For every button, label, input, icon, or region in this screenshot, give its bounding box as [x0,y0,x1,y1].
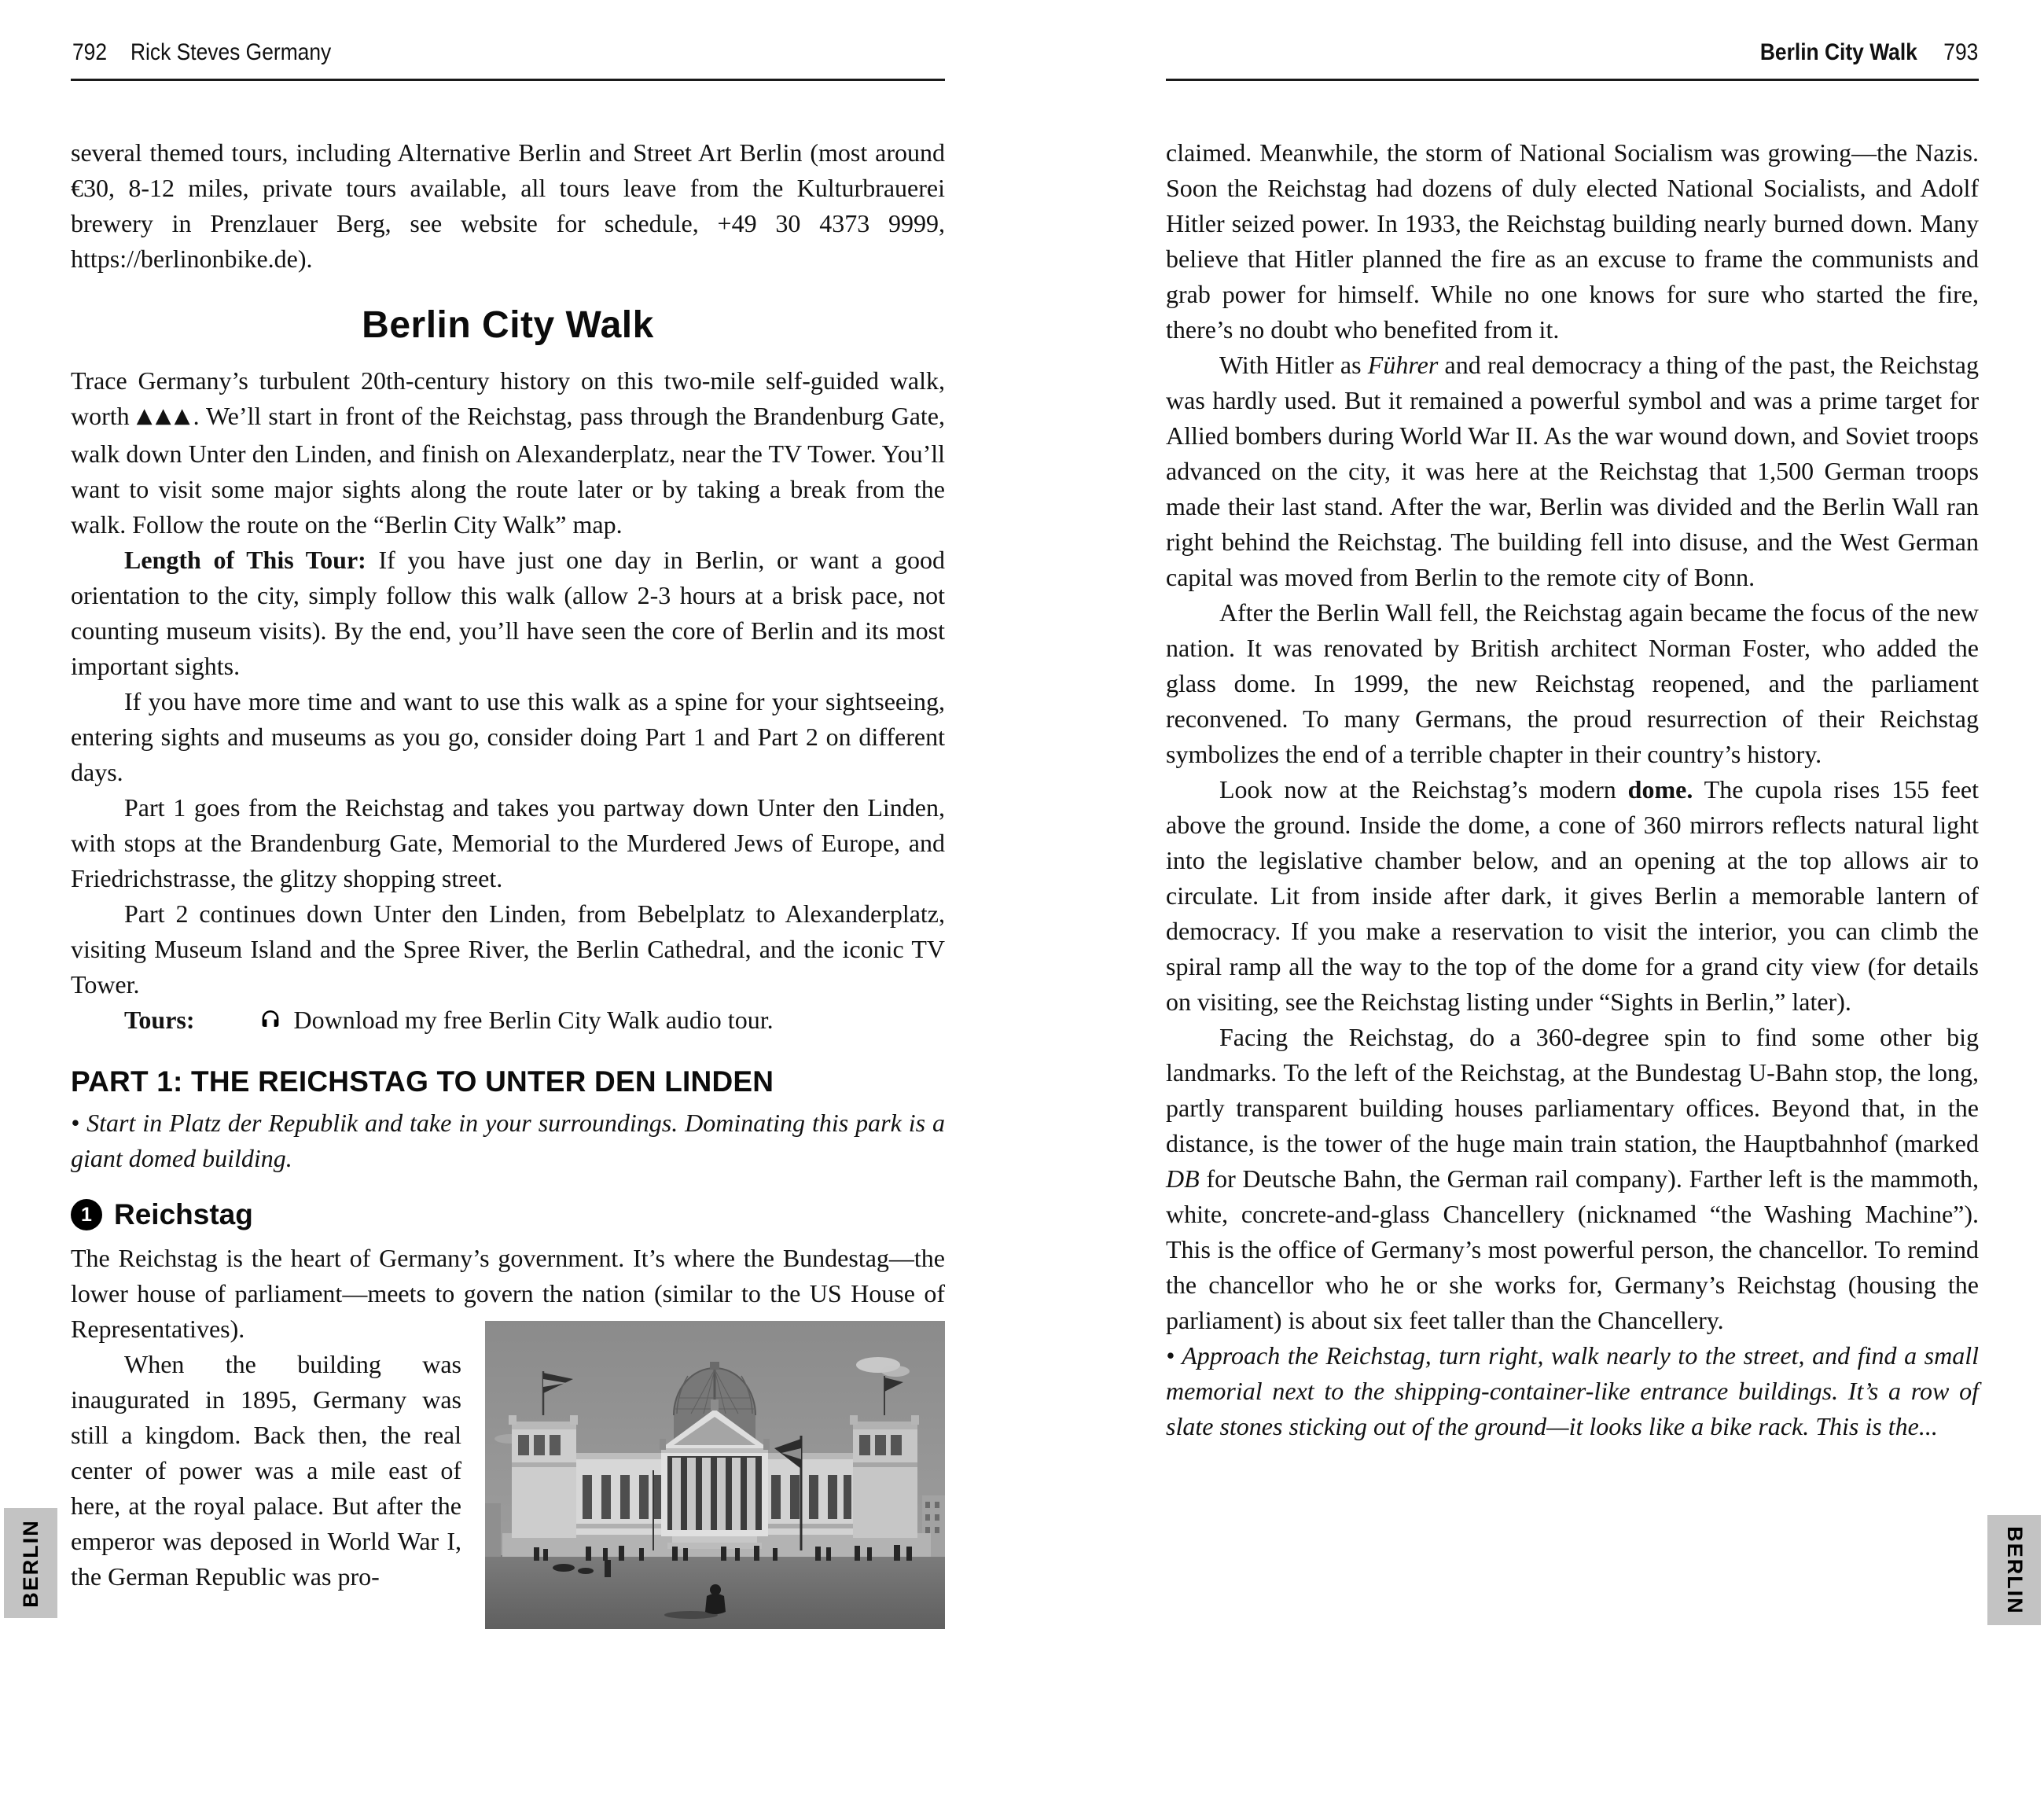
berlin-tab-label-right: BERLIN [2002,1525,2027,1615]
hitler-fuhrer-paragraph: With Hitler as Führer and real democracy a thing of the past, the Reichstag was hardly used. But it remained a powerful symbol and was a prime target for Allied bombers during World War II. As the war wound down, and Soviet troops advanced on the city, it was here at the Reichstag that 1,500 German troops made their last stand. After the war, Berlin was divided and the Berlin Wall ran right behind the Reichstag. The building fell into disuse, and the West German capital was moved from Berlin to the remote city of Bonn. [1166,351,1979,591]
trace-paragraph: Trace Germany’s turbulent 20th-century history on this two-mile self-guided walk, worth ▲▲▲. We’ll start in front of the Reichstag, pass through the Brandenburg Gate, walk down Unter den Linden, and finish on Alexanderplatz, near the TV Tower. You’ll want to visit some major sights along the route later or by taking a break from the walk. Follow the route on the “Berlin City Walk” map. [71,366,945,539]
running-header-left [72,39,331,66]
dome-paragraph: Look now at the Reichstag’s modern dome. The cupola rises 155 feet above the ground. Inside the dome, a cone of 360 mirrors reflects natural light into the legislative chamber below, and an opening at the top allows air to circulate. Lit from inside after dark, it gives Berlin a memorable lantern of democracy. If you make a reservation to visit the interior, you can climb the spiral ramp all the way to the top of the dome for a grand city view (for details on visiting, see the Reichstag listing under “Sights in Berlin,” later). [1166,775,1979,1016]
reichstag-stop-heading [71,1197,945,1233]
tours-paragraph: Tours: Download my free Berlin City Walk audio tour. [71,1002,945,1041]
berlin-tab-label-left: BERLIN [18,1518,42,1608]
berlin-chapter-tab-right [1987,1515,2041,1625]
intro-continuation-paragraph: several themed tours, including Alternative Berlin and Street Art Berlin (most around €30, 8-12 miles, private tours available, all tours leave from the Kulturbrauerei brewery in Prenzlauer Berg, see website for schedule, +49 30 4373 9999, https://berlinonbike.de). [71,138,945,273]
facing-reichstag-paragraph: Facing the Reichstag, do a 360-degree spin to find some other big landmarks. To the left of the Reichstag, at the Bundestag U-Bahn stop, the long, partly transparent building houses parliamentary offices. Beyond that, in the distance, is the tower of the huge main train station, the Hauptbahnhof (marked DB for Deutsche Bahn, the German rail company). Farther left is the mammoth, white, concrete-and-glass Chancellery (nicknamed “the Washing Machine”). This is the office of Germany’s most powerful person, the chancellor. To remind the chancellor who he or she works for, Germany’s Reichstag (housing the parliament) is about six feet taller than the Chancellery. [1166,1023,1979,1334]
chapter-heading: Berlin City Walk [362,304,654,346]
header-rule-left [71,79,945,81]
part1-section-heading: PART 1: THE REICHSTAG TO UNTER DEN LINDEN [71,1065,774,1098]
header-rule-right [1166,79,1979,81]
length-of-tour-paragraph: Length of This Tour: If you have just one day in Berlin, or want a good orientation to the city, simply follow this walk (allow 2-3 hours at a brisk pace, not counting museum visits). By the end, you’ll have seen the core of Berlin and its most important sights. [71,546,946,680]
page-number-right: 793 [1943,39,1978,65]
approach-direction-paragraph: • Approach the Reichstag, turn right, walk nearly to the street, and find a small memorial next to the shipping-container-like entrance buildings. It’s a row of slate stones sticking out of the ground—it looks like a bike rack. This is the... [1166,1341,1979,1440]
stop-title: Reichstag [114,1198,253,1230]
right-page-column [1166,135,1979,1444]
part1-summary-paragraph: Part 1 goes from the Reichstag and takes you partway down Unter den Linden, with stops at the Brandenburg Gate, Memorial to the Murdered Jews of Europe, and Friedrichstrasse, the glitzy shopping street. [71,793,945,892]
reichstag-photo-illustration [485,1321,945,1629]
part2-summary-paragraph: Part 2 continues down Unter den Linden, from Bebelplatz to Alexanderplatz, visiting Museum Island and the Spree River, the Berlin Cathedral, and the iconic TV Tower. [71,899,945,999]
reichstag-paragraph [71,1241,945,1347]
running-title-left: Rick Steves Germany [130,39,332,65]
running-title-right: Berlin City Walk [1759,39,1917,65]
stop-number-badge: 1 [71,1199,102,1230]
berlin-chapter-tab-left [4,1508,57,1618]
reichstag-paragraph-text-wrap: nation (similar to the US House of Representatives). [71,1279,945,1343]
left-page-column [71,135,945,1639]
page-number-left: 792 [72,39,108,65]
headphones-icon [204,1006,283,1041]
running-header-right [1759,39,1978,66]
reichstag-photo [485,1321,945,1629]
more-time-paragraph: If you have more time and want to use this walk as a spine for your sightseeing, entering sights and museums as you go, consider doing Part 1 and Part 2 on different days. [71,687,945,786]
claimed-continuation-paragraph: claimed. Meanwhile, the storm of National Socialism was growing—the Nazis. Soon the Reichstag had dozens of duly elected National Socialists, and Adolf Hitler seized power. In 1933, the Reichstag building nearly burned down. Many believe that Hitler planned the fire as an excuse to frame the communists and grab power for himself. While no one knows for sure who started the fire, there’s no doubt who benefited from it. [1166,138,1979,344]
berlin-wall-fell-paragraph: After the Berlin Wall fell, the Reichstag again became the focus of the new nation. It was renovated by British architect Norman Foster, who added the glass dome. In 1999, the new Reichstag reopened, and the parliament reconvened. To many Germans, the proud resurrection of their Reichstag symbolizes the end of a terrible chapter in their country’s history. [1166,598,1979,768]
when-building-paragraph: When the building was inaugurated in 1895, Germany was still a kingdom. Back then, the real center of power was a mile east of here, at the royal palace. But after the emperor was deposed in World War I, the German Republic was pro- [71,1350,461,1591]
reichstag-paragraph-text: The Reichstag is the heart of Germany’s government. It’s where the Bundestag—the lower house of parliament—meets to govern the [71,1244,945,1308]
walk-direction-paragraph: • Start in Platz der Republik and take in your surroundings. Dominating this park is a giant domed building. [71,1109,945,1172]
